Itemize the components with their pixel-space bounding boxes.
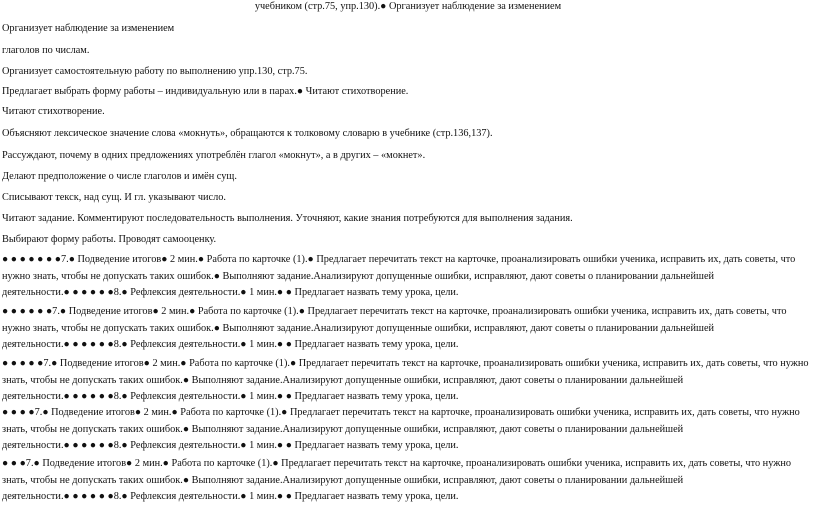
summary-paragraph: [2, 356, 809, 406]
text-line: Объясняют лексическое значение слова «мокнуть», обращаются к толковому словарю в учебнике (стр.136,137).: [2, 128, 493, 139]
text-line: Организует наблюдение за изменением: [2, 23, 175, 34]
paragraph-line: знать, чтобы не допускать таких ошибок.● Выполняют задание.Анализируют допущенные ошибки, исправляют, дают советы о планировании дальнейшей: [2, 474, 684, 486]
text-line: Предлагает выбрать форму работы – индивидуальную или в парах.● Читают стихотворение.: [2, 86, 409, 97]
text-line: Делают предположение о числе глаголов и имён сущ.: [2, 171, 237, 182]
paragraph-line: ● ● ●7.● Подведение итогов● 2 мин.● Работа по карточке (1).● Предлагает перечитать текст на карточке, проанализировать ошибки ученика, исправить их, дать советы, что нужно: [2, 458, 791, 469]
text-line: Выбирают форму работы. Проводят самооценку.: [2, 234, 217, 245]
paragraph-line: знать, чтобы не допускать таких ошибок.● Выполняют задание.Анализируют допущенные ошибки, исправляют, дают советы о планировании дальнейшей: [2, 374, 684, 386]
text-line: Читают стихотворение.: [2, 106, 105, 117]
paragraph-line: ● ● ● ● ●7.● Подведение итогов● 2 мин.● Работа по карточке (1).● Предлагает перечитать текст на карточке, проанализировать ошибки ученика, исправить их, дать советы, что нужно: [2, 358, 809, 369]
paragraph-line: ● ● ● ● ● ●7.● Подведение итогов● 2 мин.● Работа по карточке (1).● Предлагает перечитать текст на карточке, проанализировать ошибки ученика, исправить их, дать советы, что: [2, 306, 787, 317]
page-header-line: учебником (стр.75, упр.130).● Организует наблюдение за изменением: [254, 1, 562, 12]
summary-paragraph: [2, 304, 802, 354]
text-line: Организует самостоятельную работу по выполнению упр.130, стр.75.: [2, 66, 308, 77]
paragraph-line: деятельности.● ● ● ● ● ●8.● Рефлексия деятельности.● 1 мин.● ● Предлагает назвать тему урока, цели.: [2, 440, 459, 451]
summary-paragraph: [2, 252, 802, 302]
paragraph-line: деятельности.● ● ● ● ● ●8.● Рефлексия деятельности.● 1 мин.● ● Предлагает назвать тему урока, цели.: [2, 339, 459, 350]
text-line: глаголов по числам.: [2, 45, 90, 56]
paragraph-line: деятельности.● ● ● ● ● ●8.● Рефлексия деятельности.● 1 мин.● ● Предлагает назвать тему урока, цели.: [2, 491, 459, 502]
paragraph-line: нужно знать, чтобы не допускать таких ошибок.● Выполняют задание.Анализируют допущенные ошибки, исправляют, дают советы о планировании дальнейшей: [2, 270, 715, 282]
text-line: Читают задание. Комментируют последовательность выполнения. Уточняют, какие знания потребуются для выполнения задания.: [2, 213, 573, 224]
text-line: Рассуждают, почему в одних предложениях употреблён глагол «мокнут», а в других – «мокнет».: [2, 150, 426, 161]
paragraph-line: нужно знать, чтобы не допускать таких ошибок.● Выполняют задание.Анализируют допущенные ошибки, исправляют, дают советы о планировании дальнейшей: [2, 322, 715, 334]
summary-paragraph: [2, 405, 802, 455]
paragraph-line: ● ● ● ● ● ● ●7.● Подведение итогов● 2 мин.● Работа по карточке (1).● Предлагает перечитать текст на карточке, проанализировать ошибки ученика, исправить их, дать советы, что: [2, 254, 796, 265]
paragraph-line: знать, чтобы не допускать таких ошибок.● Выполняют задание.Анализируют допущенные ошибки, исправляют, дают советы о планировании дальнейшей: [2, 423, 684, 435]
paragraph-line: деятельности.● ● ● ● ● ●8.● Рефлексия деятельности.● 1 мин.● ● Предлагает назвать тему урока, цели.: [2, 391, 459, 402]
paragraph-line: ● ● ● ●7.● Подведение итогов● 2 мин.● Работа по карточке (1).● Предлагает перечитать текст на карточке, проанализировать ошибки ученика, исправить их, дать советы, что нужно: [2, 407, 800, 418]
summary-paragraph: [2, 456, 802, 506]
text-line: Списывают текск, над сущ. И гл. указывают число.: [2, 192, 226, 203]
paragraph-line: деятельности.● ● ● ● ● ●8.● Рефлексия деятельности.● 1 мин.● ● Предлагает назвать тему урока, цели.: [2, 287, 459, 298]
